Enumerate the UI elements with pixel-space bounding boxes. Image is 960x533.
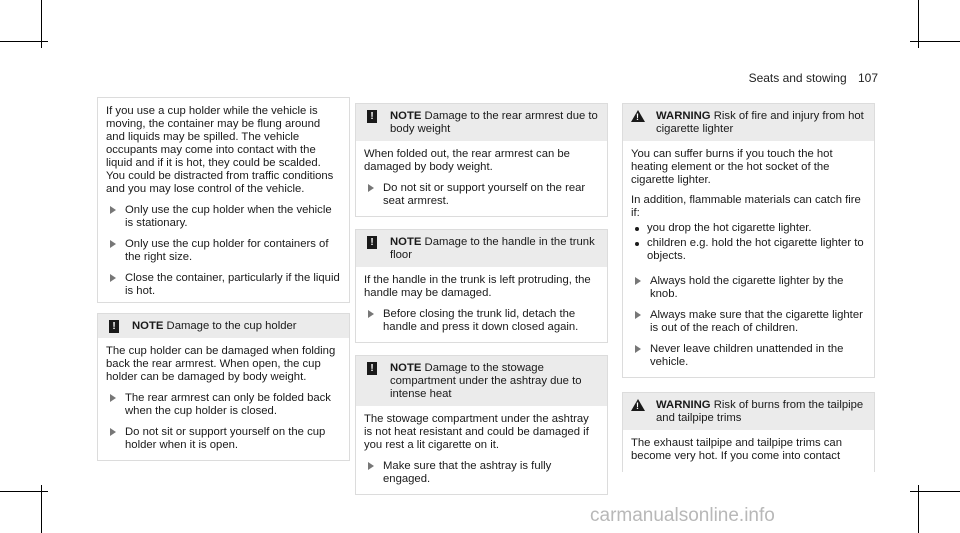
arrow-icon (110, 240, 116, 248)
note-title: Damage to the handle in the trunk floor (390, 236, 595, 261)
exclamation-icon: ! (367, 236, 377, 249)
cup-holder-warning-box (97, 97, 350, 303)
note-header: ! NOTE Damage to the stowage compartment under the ashtray due to intense heat (356, 356, 607, 406)
warning-text: If you use a cup holder while the vehicle is moving, the container may be flung around and liquids may be spilled. The vehicle occupants may come into contact with the liquid and if it is hot, they could be scalded. You could be distracted from traffic conditions and you may lose control of the vehicle. (106, 105, 334, 195)
note-body: The stowage compartment under the ashtray is not heat resistant and could be damaged if you rest a lit cigarette on it. (364, 413, 589, 451)
warning-header: ! WARNING Risk of fire and injury from hot cigarette lighter (623, 104, 874, 141)
note-label: NOTE (132, 320, 164, 332)
note-header (98, 314, 349, 338)
instruction-step: Always hold the cigarette lighter by the knob. (631, 275, 866, 301)
arrow-icon (635, 277, 641, 285)
exclamation-icon: ! (367, 110, 377, 123)
instruction-step: Close the container, particularly if the liquid is hot. (106, 272, 341, 298)
note-box (355, 355, 608, 495)
instruction-step: Only use the cup holder when the vehicle is stationary. (106, 204, 341, 230)
crop-mark (41, 0, 42, 48)
arrow-icon (110, 274, 116, 282)
note-box (355, 103, 608, 217)
page-number: 107 (857, 71, 878, 85)
bullet-icon (635, 227, 639, 231)
instruction-step: Do not sit or support yourself on the cup holder when it is open. (106, 426, 341, 452)
instruction-step: Before closing the trunk lid, detach the handle and press it down closed again. (364, 308, 599, 334)
column-3 (622, 103, 875, 482)
note-body: The cup holder can be damaged when folding back the rear armrest. When open, the cup holder can be damaged by body weight. (106, 345, 336, 383)
crop-mark (918, 485, 919, 533)
instruction-step: Always make sure that the cigarette lighter is out of the reach of children. (631, 309, 866, 335)
column-1 (97, 97, 350, 471)
crop-mark (918, 0, 919, 48)
arrow-icon (110, 428, 116, 436)
arrow-icon (368, 310, 374, 318)
instruction-step: Do not sit or support yourself on the rear seat armrest. (364, 182, 599, 208)
crop-mark (41, 485, 42, 533)
arrow-icon (110, 394, 116, 402)
arrow-icon (635, 311, 641, 319)
warning-header: ! WARNING Risk of burns from the tailpipe and tailpipe trims (623, 393, 874, 430)
exclamation-icon: ! (367, 362, 377, 375)
warning-triangle-icon: ! (631, 110, 645, 122)
bullet-item: you drop the hot cigarette lighter. (631, 222, 866, 235)
arrow-icon (368, 462, 374, 470)
bullet-icon (635, 242, 639, 246)
warning-title: Risk of fire and injury from hot cigarette lighter (656, 110, 864, 135)
bullet-item: children e.g. hold the hot cigarette lighter to objects. (631, 237, 866, 263)
warning-triangle-icon: ! (631, 399, 645, 411)
note-body: If the handle in the trunk is left protruding, the handle may be damaged. (364, 274, 591, 299)
page-header (749, 71, 878, 85)
note-title: Damage to the rear armrest due to body weight (390, 110, 598, 135)
warning-body: The exhaust tailpipe and tailpipe trims can become very hot. If you come into contact (631, 437, 842, 462)
exclamation-icon: ! (109, 320, 119, 333)
instruction-step: Only use the cup holder for containers of the right size. (106, 238, 341, 264)
instruction-step: Never leave children unattended in the vehicle. (631, 343, 866, 369)
note-title: Damage to the stowage compartment under the ashtray due to intense heat (390, 362, 582, 400)
warning-box (622, 103, 875, 378)
arrow-icon (635, 345, 641, 353)
instruction-step: Make sure that the ashtray is fully engaged. (364, 460, 599, 486)
warning-box (622, 392, 875, 472)
column-2 (355, 103, 608, 505)
warning-body: In addition, flammable materials can catch fire if: (631, 194, 861, 219)
arrow-icon (368, 184, 374, 192)
section-title: Seats and stowing (748, 71, 847, 85)
note-header: ! NOTE Damage to the rear armrest due to body weight (356, 104, 607, 141)
note-title: Damage to the cup holder (166, 320, 297, 332)
warning-body: You can suffer burns if you touch the hot heating element or the hot socket of the cigarette lighter. (631, 148, 833, 186)
arrow-icon (110, 206, 116, 214)
note-box (97, 313, 350, 461)
warning-title: Risk of burns from the tailpipe and tailpipe trims (656, 399, 864, 424)
watermark: carmanualsonline.info (590, 505, 775, 526)
note-header: ! NOTE Damage to the handle in the trunk floor (356, 230, 607, 267)
note-body: When folded out, the rear armrest can be damaged by body weight. (364, 148, 570, 173)
instruction-step: The rear armrest can only be folded back when the cup holder is closed. (106, 392, 341, 418)
note-box (355, 229, 608, 343)
